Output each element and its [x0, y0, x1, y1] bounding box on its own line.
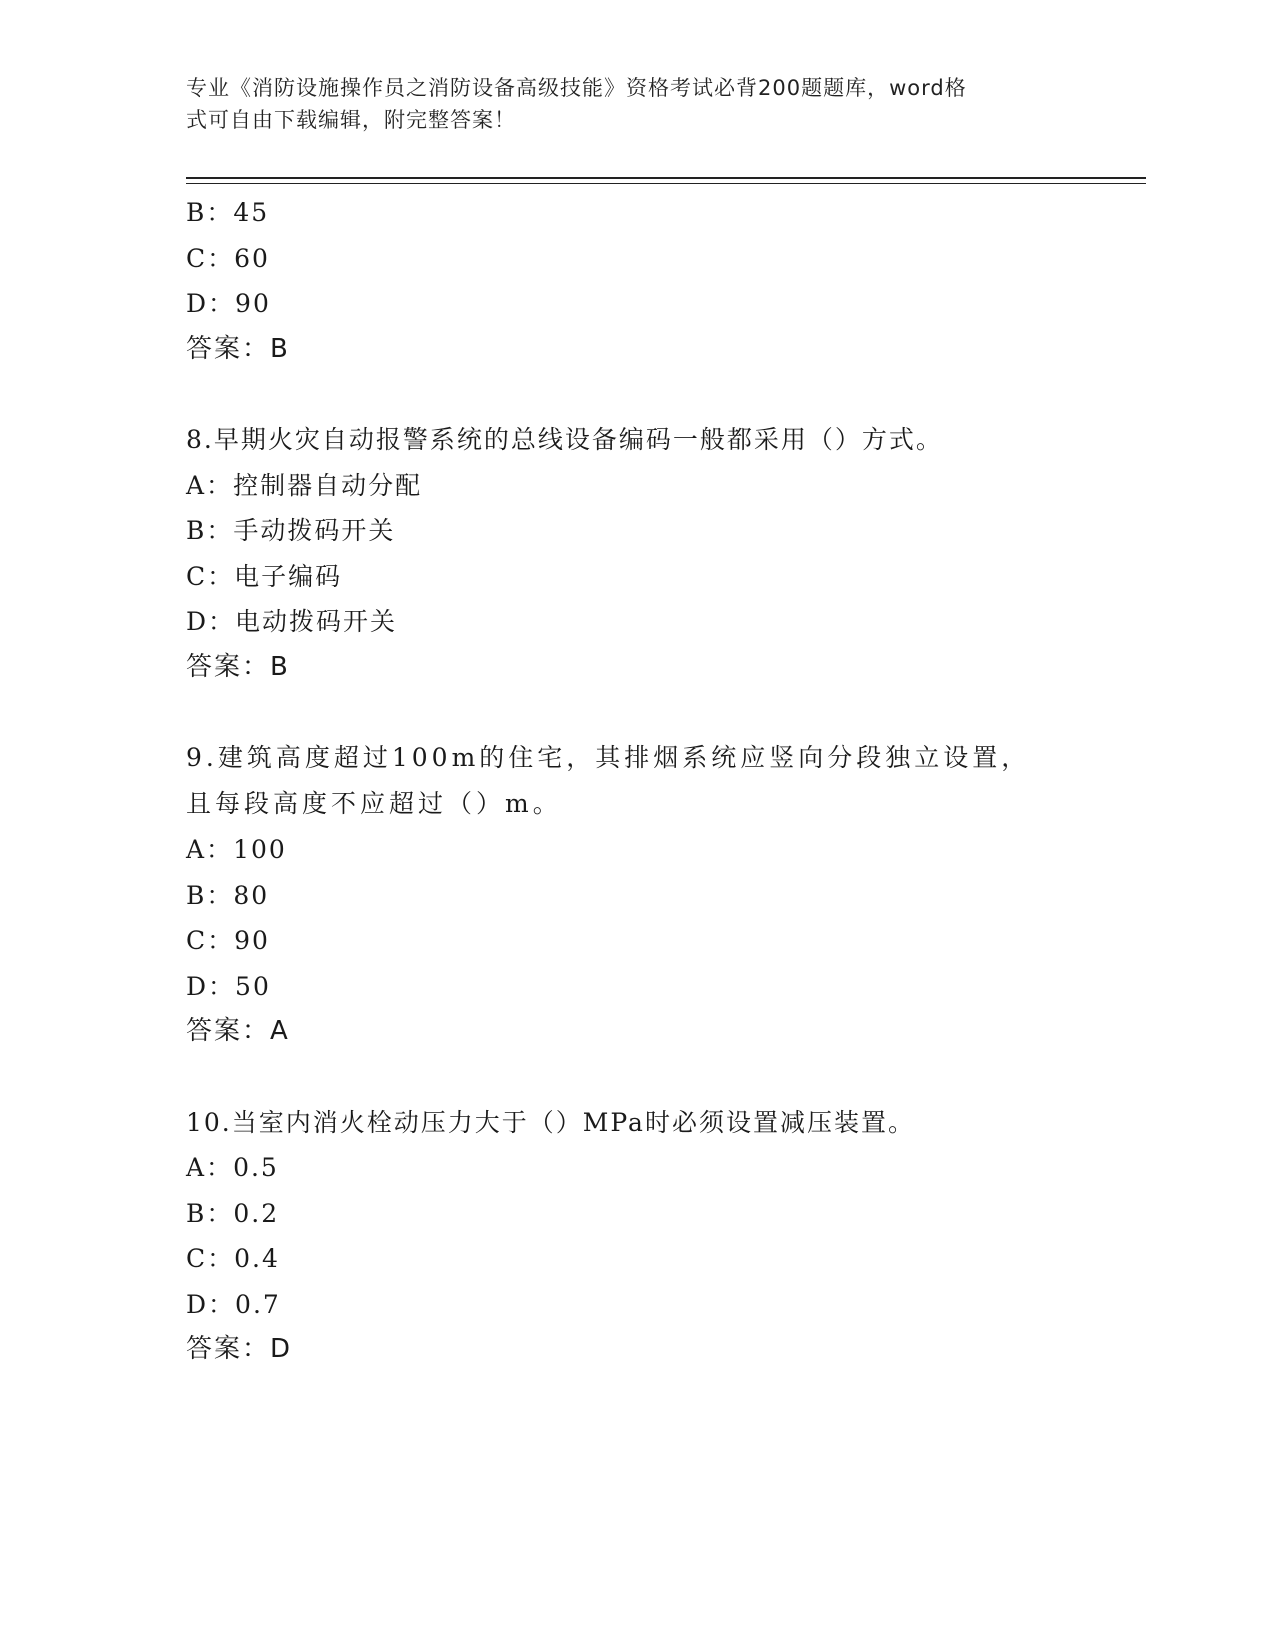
- header-line-1: 专业《消防设施操作员之消防设备高级技能》资格考试必背200题题库，word格: [186, 76, 967, 100]
- question-stem: 10.当室内消火栓动压力大于（）MPa时必须设置减压装置。: [186, 1107, 915, 1137]
- question-8: [186, 417, 1086, 690]
- question-stem: 9.建筑高度超过100m的住宅，其排烟系统应竖向分段独立设置，且每段高度不应超过（）m。: [186, 743, 1031, 818]
- option-b: B：45: [186, 198, 270, 227]
- option-d: D：90: [186, 289, 271, 318]
- question-10: [186, 1100, 1086, 1373]
- option-a: A：100: [186, 835, 287, 864]
- answer-line: 答案：B: [186, 333, 290, 364]
- question-stem: 8.早期火灾自动报警系统的总线设备编码一般都采用（）方式。: [186, 425, 943, 454]
- option-d: D：0.7: [186, 1289, 281, 1319]
- question-list: [186, 190, 1086, 1373]
- answer-line: 答案：B: [186, 651, 290, 682]
- option-a: A：0.5: [186, 1153, 279, 1182]
- header-divider-thick: [186, 177, 1146, 179]
- document-header: [186, 72, 1066, 136]
- header-divider-thin: [186, 183, 1146, 184]
- option-c: C：90: [186, 926, 270, 955]
- answer-line: 答案：D: [186, 1334, 293, 1364]
- option-a: A：控制器自动分配: [186, 470, 423, 500]
- option-d: D：50: [186, 971, 271, 1001]
- option-b: B：手动拨码开关: [186, 516, 396, 545]
- header-line-2: 式可自由下载编辑，附完整答案！: [186, 108, 516, 132]
- question-9: [186, 735, 1086, 1055]
- answer-line: 答案：A: [186, 1016, 290, 1046]
- option-b: B：0.2: [186, 1198, 280, 1228]
- option-d: D：电动拨码开关: [186, 607, 398, 636]
- option-c: C：0.4: [186, 1244, 280, 1273]
- option-b: B：80: [186, 880, 270, 910]
- option-c: C：电子编码: [186, 561, 343, 591]
- option-c: C：60: [186, 243, 270, 273]
- partial-question: [186, 190, 1086, 372]
